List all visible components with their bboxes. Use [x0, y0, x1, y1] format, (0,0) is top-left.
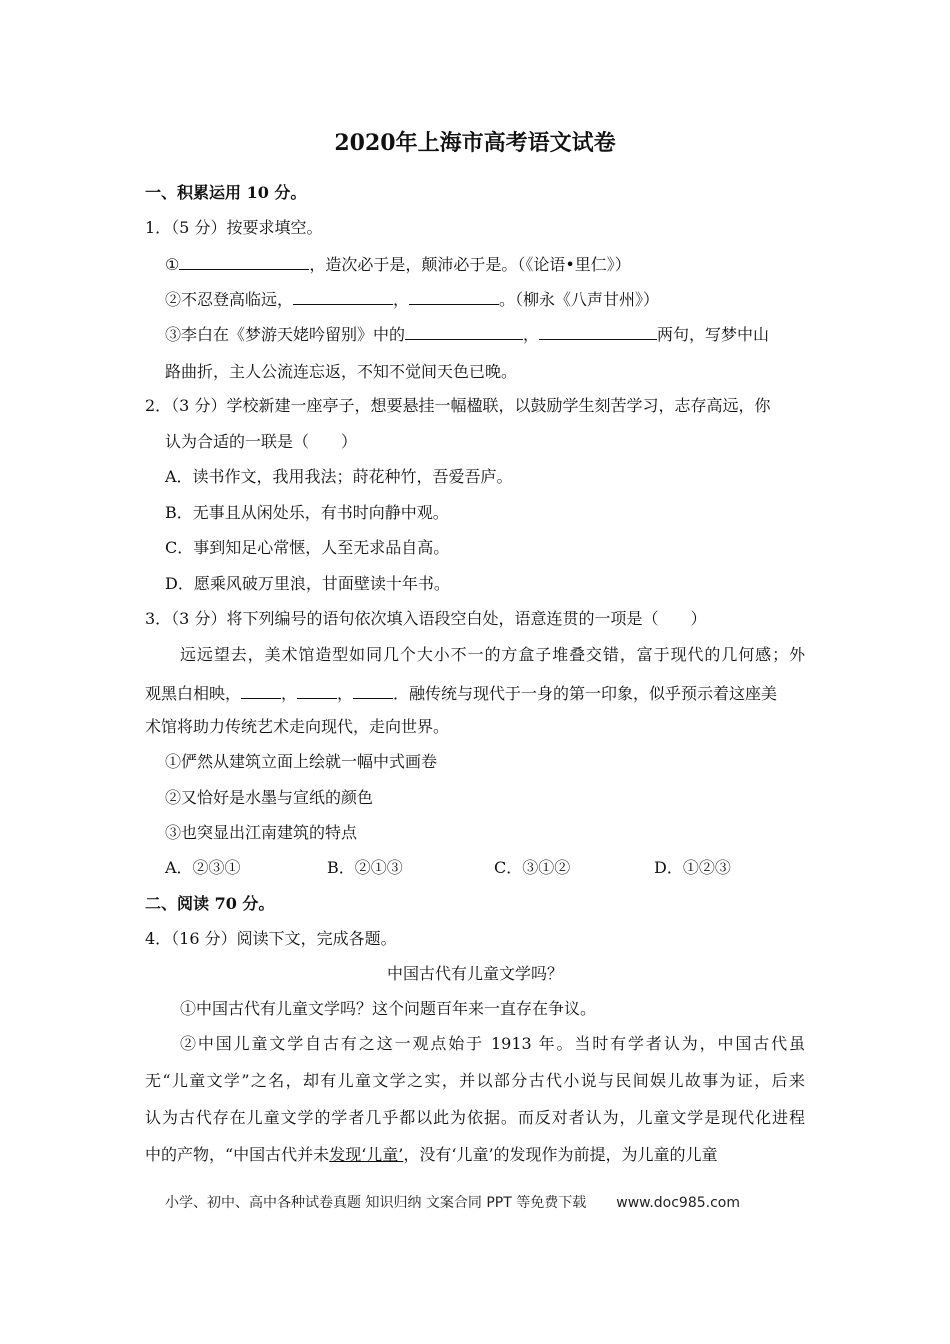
fill-blank[interactable]	[405, 323, 523, 340]
article-paragraph-1: ①中国古代有儿童文学吗？这个问题百年来一直存在争议。	[180, 999, 597, 1018]
question-3-heading: 3．（3 分）将下列编号的语句依次填入语段空白处，语意连贯的一项是（ ）	[145, 609, 707, 628]
article-paragraph-2-line-3: 认为古代存在儿童文学的学者几乎都以此为依据。而反对者认为，儿童文学是现代化进程	[145, 1108, 805, 1127]
separator: ，	[523, 325, 540, 344]
separator: ，	[337, 684, 354, 703]
passage-text: ．融传统与现代于一身的第一印象，似乎预示着这座美	[393, 684, 778, 703]
question-3-sentence-2: ②又恰好是水墨与宣纸的颜色	[165, 788, 374, 807]
question-3-passage-line-1: 远远望去，美术馆造型如同几个大小不一的方盒子堆叠交错，富于现代的几何感；外	[180, 645, 805, 664]
fill-blank[interactable]	[179, 253, 309, 270]
fill-blank[interactable]	[539, 323, 657, 340]
fill-blank[interactable]	[353, 682, 393, 699]
item-number: ①	[165, 255, 180, 274]
question-2-option-a[interactable]: A．读书作文，我用我法；莳花种竹，吾爱吾庐。	[165, 467, 513, 486]
fill-blank[interactable]	[293, 288, 393, 305]
article-title: 中国古代有儿童文学吗？	[386, 964, 563, 983]
fill-blank[interactable]	[241, 682, 281, 699]
question-3-choice-c[interactable]: C．③①②	[494, 858, 571, 877]
footer-text: 小学、初中、高中各种试卷真题 知识归纳 文案合同 PPT 等免费下载	[165, 1195, 587, 1211]
separator: ，	[393, 290, 410, 309]
question-3-passage-line-2	[145, 682, 777, 704]
separator: ，	[281, 684, 298, 703]
page-footer	[165, 1192, 740, 1212]
footer-site-link[interactable]: www.doc985.com	[616, 1195, 740, 1211]
item-text: ②不忍登高临远，	[165, 290, 294, 309]
question-1-heading: 1．（5 分）按要求填空。	[145, 218, 323, 237]
question-1-item-3	[165, 323, 769, 345]
item-text: ，造次必于是，颠沛必于是。（《论语•里仁》）	[309, 255, 631, 274]
question-1-item-1	[165, 253, 631, 275]
question-2-option-d[interactable]: D．愿乘风破万里浪，甘面壁读十年书。	[165, 574, 450, 593]
section-heading-1: 一、积累运用 10 分。	[145, 183, 307, 202]
question-2-heading-cont: 认为合适的一联是（ ）	[165, 432, 358, 451]
passage-text: 观黑白相映，	[145, 684, 242, 703]
fill-blank[interactable]	[409, 288, 499, 305]
question-2-heading: 2．（3 分）学校新建一座亭子，想要悬挂一幅楹联，以鼓励学生刻苦学习，志存高远，你	[145, 396, 771, 415]
question-4-heading: 4．（16 分）阅读下文，完成各题。	[145, 929, 397, 948]
article-paragraph-2-line-2: 无“儿童文学”之名，却有儿童文学之实，并以部分古代小说与民间娱儿故事为证，后来	[145, 1071, 805, 1090]
passage-text: 中的产物，“中国古代并未	[145, 1145, 330, 1164]
item-text-end: 。（柳永《八声甘州》）	[499, 290, 660, 309]
question-3-choice-b[interactable]: B．②①③	[327, 858, 403, 877]
article-paragraph-2-line-1: ②中国儿童文学自古有之这一观点始于 1913 年。当时有学者认为，中国古代虽	[180, 1034, 805, 1053]
question-3-sentence-3: ③也突显出江南建筑的特点	[165, 823, 358, 842]
underlined-phrase: 发现‘儿童’	[329, 1145, 404, 1164]
page-title: 2020年上海市高考语文试卷	[334, 130, 616, 156]
question-3-choice-d[interactable]: D．①②③	[654, 858, 731, 877]
item-text: ③李白在《梦游天姥吟留别》中的	[165, 325, 406, 344]
question-2-option-c[interactable]: C．事到知足心常惬，人至无求品自高。	[165, 538, 450, 557]
item-text-end: 两句，写梦中山	[657, 325, 770, 344]
section-heading-2: 二、阅读 70 分。	[145, 894, 275, 913]
question-2-option-b[interactable]: B．无事且从闲处乐，有书时向静中观。	[165, 503, 449, 522]
question-3-passage-line-3: 术馆将助力传统艺术走向现代，走向世界。	[145, 717, 450, 736]
fill-blank[interactable]	[297, 682, 337, 699]
question-1-item-2	[165, 288, 659, 310]
question-1-item-3-cont: 路曲折，主人公流连忘返，不知不觉间天色已晚。	[165, 362, 518, 381]
question-3-choice-a[interactable]: A．②③①	[165, 858, 241, 877]
question-3-sentence-1: ①俨然从建筑立面上绘就一幅中式画卷	[165, 752, 438, 771]
passage-text: ，没有‘儿童’的发现作为前提，为儿童的儿童	[403, 1145, 718, 1164]
article-paragraph-2-line-4	[145, 1145, 718, 1165]
